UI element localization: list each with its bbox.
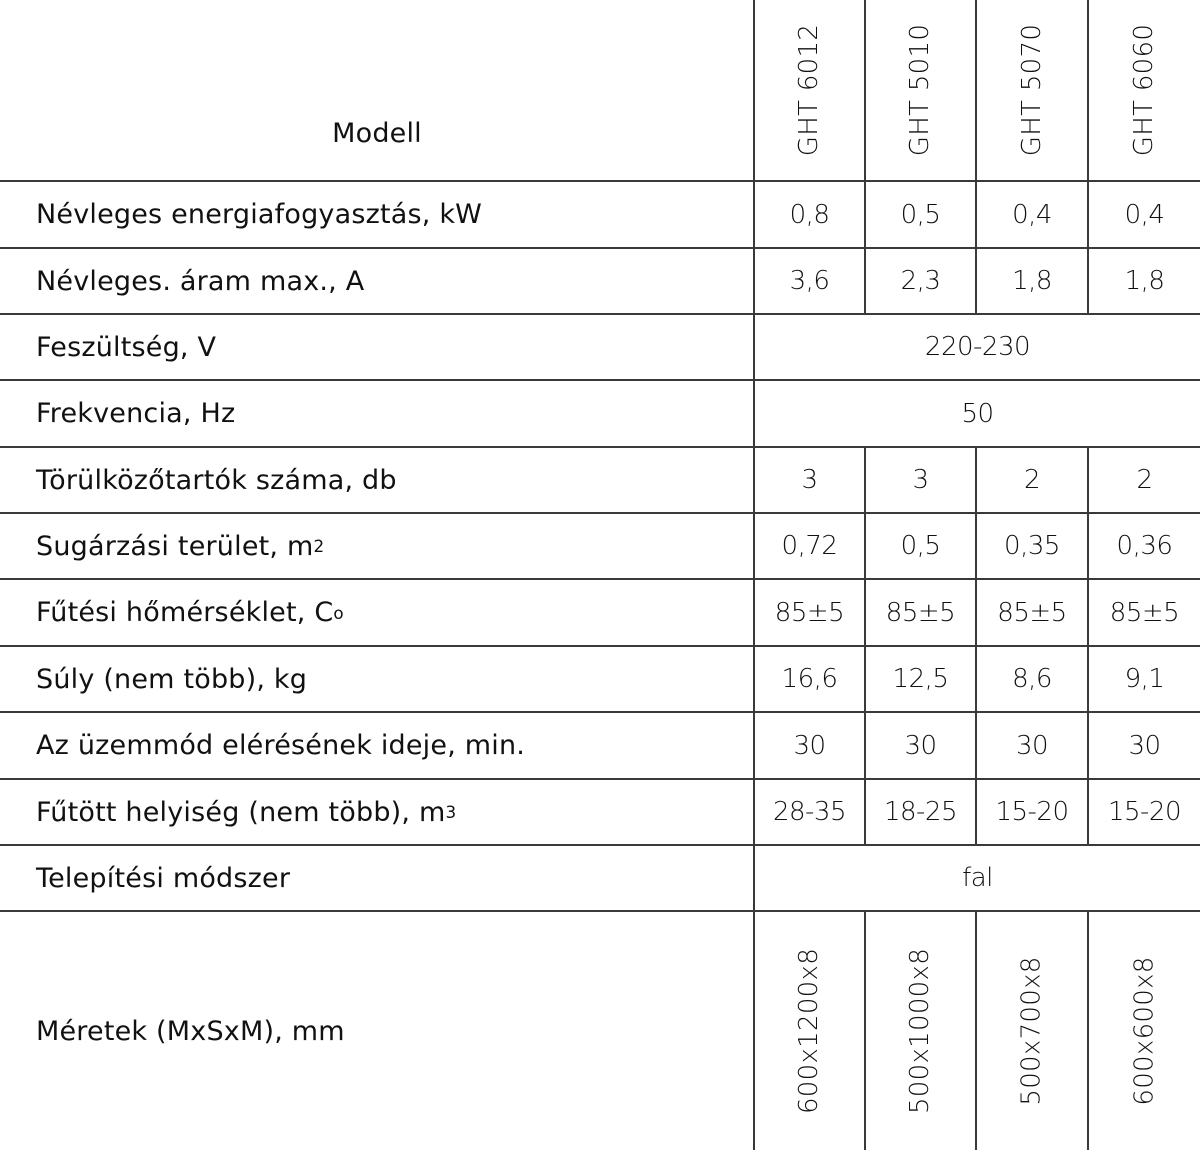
row-label-heating-temperature: Fűtési hőmérséklet, C o [36, 597, 344, 628]
label-text: Fűtési hőmérséklet, C [36, 597, 334, 628]
row-label-towel-holders: Törülközőtartók száma, db [36, 464, 397, 496]
merged-value-cell: 220-230 [924, 332, 1031, 362]
row-label-power: Névleges energiafogyasztás, kW [36, 199, 483, 230]
value-cell: 30 [1015, 730, 1049, 761]
header-model-label [0, 100, 754, 166]
dimension-cell [866, 912, 975, 1150]
value-cell: 85±5 [997, 597, 1067, 628]
value-cell: 18-25 [883, 797, 958, 827]
label-text: Fűtött helyiség (nem több), m [36, 796, 446, 828]
value-cell: 3,6 [789, 266, 830, 296]
value-cell: 85±5 [885, 597, 956, 628]
value-cell: 0,35 [1004, 531, 1060, 561]
value-cell: 30 [904, 730, 937, 761]
row-label-voltage: Feszültség, V [36, 331, 217, 363]
row-label-dimensions: Méretek (MxSxM), mm [36, 1015, 345, 1047]
dimension-value: 500x700x8 [1017, 956, 1047, 1106]
dimension-cell [755, 912, 864, 1150]
value-cell: 0,36 [1116, 531, 1173, 561]
row-label-time-to-mode: Az üzemmód elérésének ideje, min. [36, 730, 526, 761]
value-cell: 1,8 [1124, 266, 1165, 296]
model-label-text: Modell [332, 117, 422, 149]
model-name: GHT 6060 [1129, 23, 1160, 157]
value-cell: 30 [1128, 730, 1161, 761]
row-label-frequency: Frekvencia, Hz [36, 398, 236, 429]
dimension-value: 600x600x8 [1129, 956, 1160, 1106]
label-text: Sugárzási terület, m [36, 530, 314, 562]
value-cell: 2,3 [900, 266, 941, 296]
value-cell: 0,5 [900, 199, 941, 230]
dimension-value: 600x1200x8 [794, 947, 825, 1115]
dimension-cell [977, 912, 1087, 1150]
value-cell: 15-20 [1107, 797, 1182, 827]
value-cell: 0,72 [781, 531, 838, 561]
merged-value-cell: fal [962, 863, 993, 893]
value-cell: 28-35 [772, 797, 847, 827]
value-cell: 0,4 [1012, 199, 1052, 230]
row-label-current: Névleges. áram max., A [36, 265, 365, 297]
row-label-heated-room: Fűtött helyiség (nem több), m 3 [36, 796, 457, 828]
row-label-radiation-area: Sugárzási terület, m 2 [36, 530, 325, 562]
value-cell: 9,1 [1124, 664, 1165, 694]
value-cell: 2 [1136, 465, 1153, 495]
value-cell: 8,6 [1012, 664, 1052, 694]
dimension-cell [1089, 912, 1200, 1150]
value-cell: 30 [793, 730, 826, 761]
model-name: GHT 5070 [1017, 23, 1048, 157]
model-header-ght-6012 [755, 0, 864, 180]
row-label-weight: Súly (nem több), kg [36, 663, 308, 695]
row-label-installation: Telepítési módszer [36, 862, 291, 894]
model-name: GHT 6012 [794, 23, 825, 157]
value-cell: 0,5 [900, 531, 941, 561]
model-header-ght-5010 [866, 0, 975, 180]
dimension-value: 500x1000x8 [905, 947, 936, 1115]
value-cell: 15-20 [995, 797, 1069, 827]
value-cell: 2 [1023, 465, 1041, 495]
merged-value-cell: 50 [961, 398, 994, 429]
value-cell: 85±5 [1109, 597, 1180, 628]
value-cell: 85±5 [774, 597, 845, 628]
value-cell: 12,5 [892, 664, 949, 694]
value-cell: 3 [912, 465, 929, 495]
model-name: GHT 5010 [905, 23, 936, 157]
value-cell: 0,8 [789, 199, 830, 230]
value-cell: 3 [801, 465, 818, 495]
model-header-ght-5070 [977, 0, 1087, 180]
value-cell: 1,8 [1012, 266, 1052, 296]
model-header-ght-6060 [1089, 0, 1200, 180]
value-cell: 0,4 [1124, 199, 1165, 230]
value-cell: 16,6 [781, 664, 838, 694]
